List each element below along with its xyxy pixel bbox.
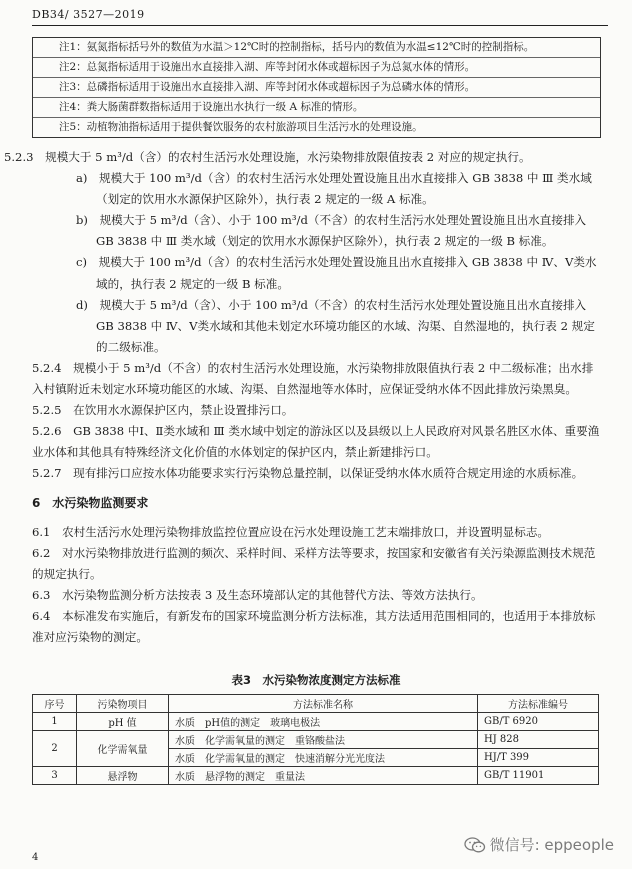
row-number: 1 (33, 713, 77, 731)
section-title: 水污染物监测要求 (52, 495, 149, 510)
column-header: 序号 (33, 695, 77, 713)
clause-text: 对水污染物排放进行监测的频次、采样时间、采样方法等要求，按国家和安徽省有关污染源监测技术规范的规定执行。 (32, 545, 596, 581)
row-number: 3 (33, 767, 77, 785)
clause-number: 6.2 (32, 545, 51, 560)
clause-number: 5.2.3 (4, 150, 34, 164)
clause-text: 水污染物监测分析方法按表 3 及生态环境部认定的其他替代方法、等效方法执行。 (62, 587, 483, 602)
pollutant-item: 化学需氧量 (77, 731, 169, 767)
clause-6-2 (32, 543, 602, 585)
clause-number: 6.1 (32, 524, 51, 539)
item-text: 规模大于 100 m³/d（含）的农村生活污水处理处置设施且出水直接排入 GB 3838 中 Ⅳ、Ⅴ类水域的，执行表 2 规定的一级 B 标准。 (96, 255, 597, 291)
wechat-icon (464, 837, 486, 853)
table-row (33, 767, 599, 785)
clause-number: 5.2.4 (32, 360, 62, 375)
clause-number: 5.2.6 (32, 424, 62, 439)
table-row (33, 731, 599, 749)
item-label: c) (76, 255, 88, 270)
item-text: 规模大于 100 m³/d（含）的农村生活污水处理处置设施且出水直接排入 GB 3838 中 Ⅲ 类水域（划定的饮用水水源保护区除外），执行表 2 规定的一级 A 标准。 (96, 171, 592, 207)
clause-5-2-3-d (32, 295, 602, 358)
clause-6-1 (32, 522, 602, 543)
clause-number: 6.4 (32, 608, 51, 623)
section-number: 6 (32, 495, 41, 510)
clause-5-2-6 (32, 421, 602, 463)
item-text: 规模大于 5 m³/d（含）、小于 100 m³/d（不含）的农村生活污水处理处置设施且出水直接排入 GB 3838 中 Ⅲ 类水域（划定的饮用水水源保护区除外），执行表 2 规定的一级 B 标准。 (96, 213, 587, 249)
method-code: HJ 828 (478, 731, 599, 749)
clause-5-2-3 (4, 147, 602, 168)
clause-5-2-5 (32, 400, 602, 421)
method-name: 水质 化学需氧量的测定 快速消解分光光度法 (169, 749, 478, 767)
method-code: GB/T 6920 (478, 713, 599, 731)
watermark-text: 微信号: eppeople (489, 836, 614, 854)
table-3 (32, 694, 599, 785)
method-name: 水质 化学需氧量的测定 重铬酸盐法 (169, 731, 478, 749)
row-number: 2 (33, 731, 77, 767)
clause-number: 6.3 (32, 587, 51, 602)
method-name: 水质 pH值的测定 玻璃电极法 (169, 713, 478, 731)
clause-text: 现有排污口应按水体功能要求实行污染物总量控制，以保证受纳水体水质符合规定用途的水质标准。 (73, 466, 584, 481)
clause-number: 5.2.5 (32, 403, 62, 418)
column-header: 方法标准名称 (169, 695, 478, 713)
clause-text: 在饮用水水源保护区内，禁止设置排污口。 (73, 403, 294, 418)
clause-text: 本标准发布实施后，有新发布的国家环境监测分析方法标准，其方法适用范围相同的，也适用于本排放标准对应污染物的测定。 (32, 608, 596, 645)
table-header-row (33, 695, 599, 713)
item-label: a) (76, 171, 88, 186)
clause-5-2-7 (32, 463, 602, 484)
clause-text: 农村生活污水处理污染物排放监控位置应设在污水处理设施工艺末端排放口，并设置明显标志。 (62, 524, 550, 539)
method-code: GB/T 11901 (478, 767, 599, 785)
section-6-heading (32, 493, 602, 514)
column-header: 污染物项目 (77, 695, 169, 713)
clause-5-2-4 (32, 358, 602, 400)
wechat-watermark (464, 834, 614, 855)
clause-6-3 (32, 585, 602, 606)
document-body (4, 147, 602, 648)
item-label: b) (76, 213, 88, 228)
clause-5-2-3-a (32, 168, 602, 210)
method-name: 水质 悬浮物的测定 重量法 (169, 767, 478, 785)
clause-5-2-3-c (32, 252, 602, 294)
header-divider (32, 25, 608, 26)
column-header: 方法标准编号 (478, 695, 599, 713)
pollutant-item: 悬浮物 (77, 767, 169, 785)
clause-number: 5.2.7 (32, 466, 62, 481)
item-text: 规模大于 5 m³/d（含）、小于 100 m³/d（不含）的农村生活污水处理处置设施且出水直接排入 GB 3838 中 Ⅳ、Ⅴ类水域和其他未划定水环境功能区的水域、沟渠、自然湿地的，执行表 2 规定的二级标准。 (96, 297, 595, 354)
page-number: 4 (32, 852, 39, 863)
note-5: 注5：动植物油指标适用于提供餐饮服务的农村旅游项目生活污水的处理设施。 (59, 121, 423, 133)
notes-box (32, 37, 601, 138)
clause-text: 规模大于 5 m³/d（含）的农村生活污水处理设施，水污染物排放限值按表 2 对应的规定执行。 (45, 150, 531, 164)
method-code: HJ/T 399 (478, 749, 599, 767)
table-row (33, 713, 599, 731)
note-1: 注1：氨氮指标括号外的数值为水温＞12℃时的控制指标，括号内的数值为水温≤12℃时的控制指标。 (33, 38, 600, 58)
clause-6-4 (32, 606, 602, 648)
note-2: 注2：总氮指标适用于设施出水直接排入湖、库等封闭水体或超标因子为总氮水体的情形。 (33, 58, 600, 78)
clause-text: 规模小于 5 m³/d（不含）的农村生活污水处理设施，水污染物排放限值执行表 2 中二级标准；出水排入村镇附近未划定水环境功能区的水域、沟渠、自然湿地等水体时，应保证受纳水体不因此排放污染黑臭。 (32, 360, 594, 397)
clause-text: GB 3838 中Ⅰ、Ⅱ类水域和 Ⅲ 类水域中划定的游泳区以及县级以上人民政府对风景名胜区水体、重要渔业水体和其他具有特殊经济文化价值的水体划定的保护区内，禁止新建排污口。 (32, 424, 600, 460)
document-code: DB34/ 3527—2019 (32, 8, 145, 21)
note-3: 注3：总磷指标适用于设施出水直接排入湖、库等封闭水体或超标因子为总磷水体的情形。 (33, 78, 600, 98)
note-4: 注4：粪大肠菌群数指标适用于设施出水执行一级 A 标准的情形。 (33, 98, 600, 118)
table-3-title: 表3 水污染物浓度测定方法标准 (231, 673, 401, 687)
item-label: d) (76, 297, 88, 312)
clause-5-2-3-b (32, 210, 602, 252)
pollutant-item: pH 值 (77, 713, 169, 731)
